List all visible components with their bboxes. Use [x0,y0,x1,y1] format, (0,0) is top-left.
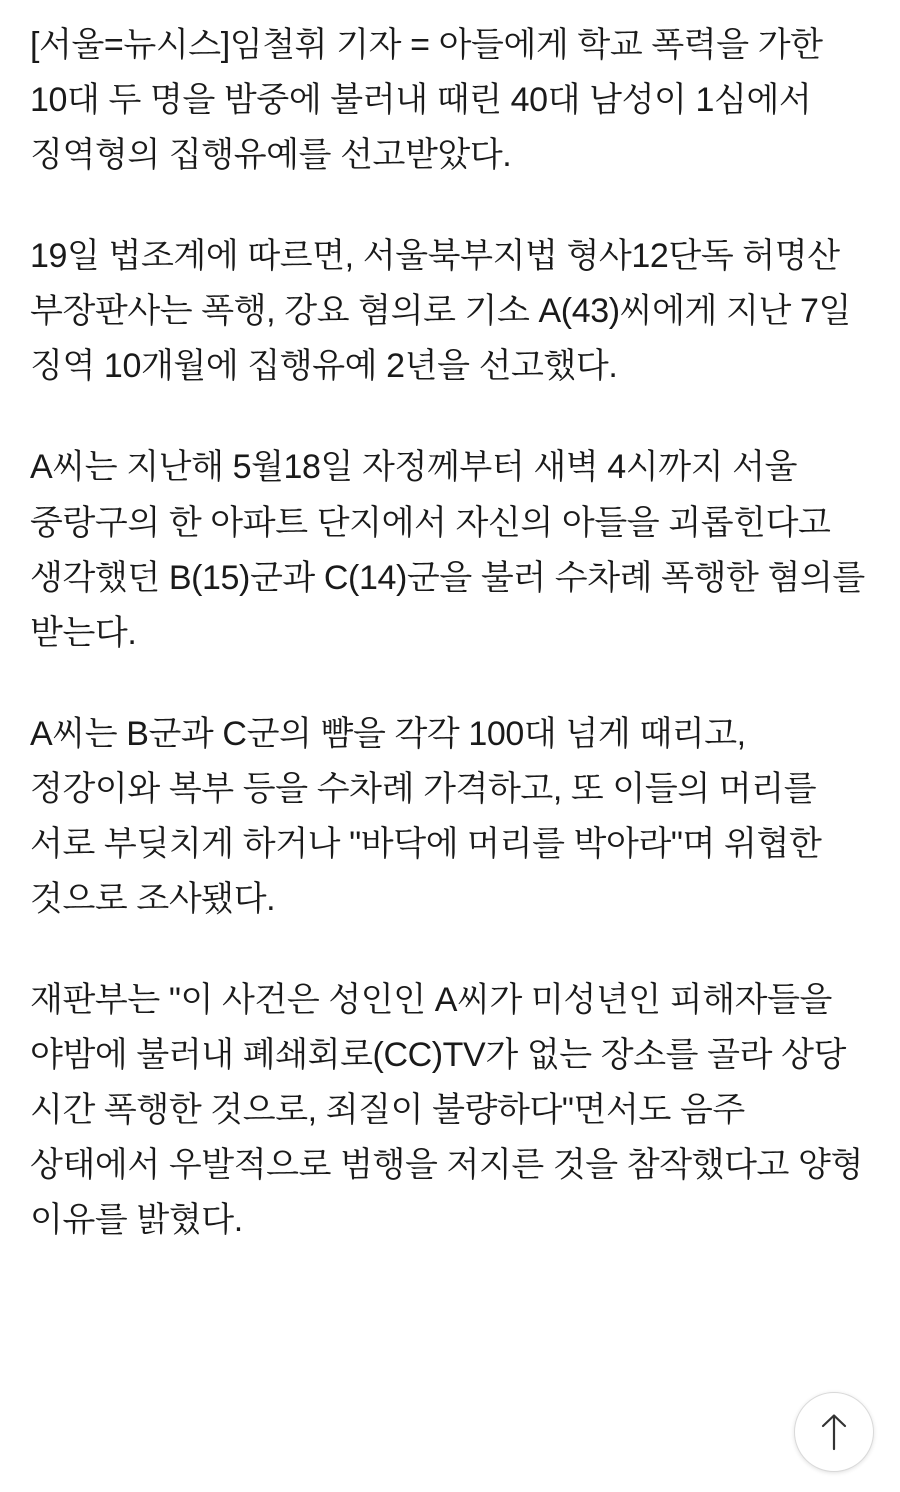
article-paragraph: 재판부는 "이 사건은 성인인 A씨가 미성년인 피해자들을 야밤에 불러내 폐쇄회로(CC)TV가 없는 장소를 골라 상당 시간 폭행한 것으로, 죄질이 불량하다"면서도 음주 상태에서 우발적으로 범행을 저지른 것을 참작했다고 양형 이유를 밝혔다. [30,981,872,1240]
article-paragraph: 19일 법조계에 따르면, 서울북부지법 형사12단독 허명산 부장판사는 폭행, 강요 혐의로 기소 A(43)씨에게 지난 7일 징역 10개월에 집행유예 2년을 선고했다. [30,237,860,386]
article-paragraph: A씨는 B군과 C군의 뺨을 각각 100대 넘게 때리고, 정강이와 복부 등을 수차례 가격하고, 또 이들의 머리를 서로 부딪치게 하거나 "바닥에 머리를 박아라"며 위협한 것으로 조사됐다. [30,714,831,919]
scroll-to-top-button[interactable] [794,1392,874,1472]
arrow-up-icon [819,1413,849,1451]
article-paragraph: A씨는 지난해 5월18일 자정께부터 새벽 4시까지 서울 중랑구의 한 아파트 단지에서 자신의 아들을 괴롭힌다고 생각했던 B(15)군과 C(14)군을 불러 수차례 폭행한 혐의를 받는다. [30,448,874,652]
article-paragraph: [서울=뉴시스]임철휘 기자 = 아들에게 학교 폭력을 가한 10대 두 명을 밤중에 불러내 때린 40대 남성이 1심에서 징역형의 집행유예를 선고받았다. [30,26,832,175]
